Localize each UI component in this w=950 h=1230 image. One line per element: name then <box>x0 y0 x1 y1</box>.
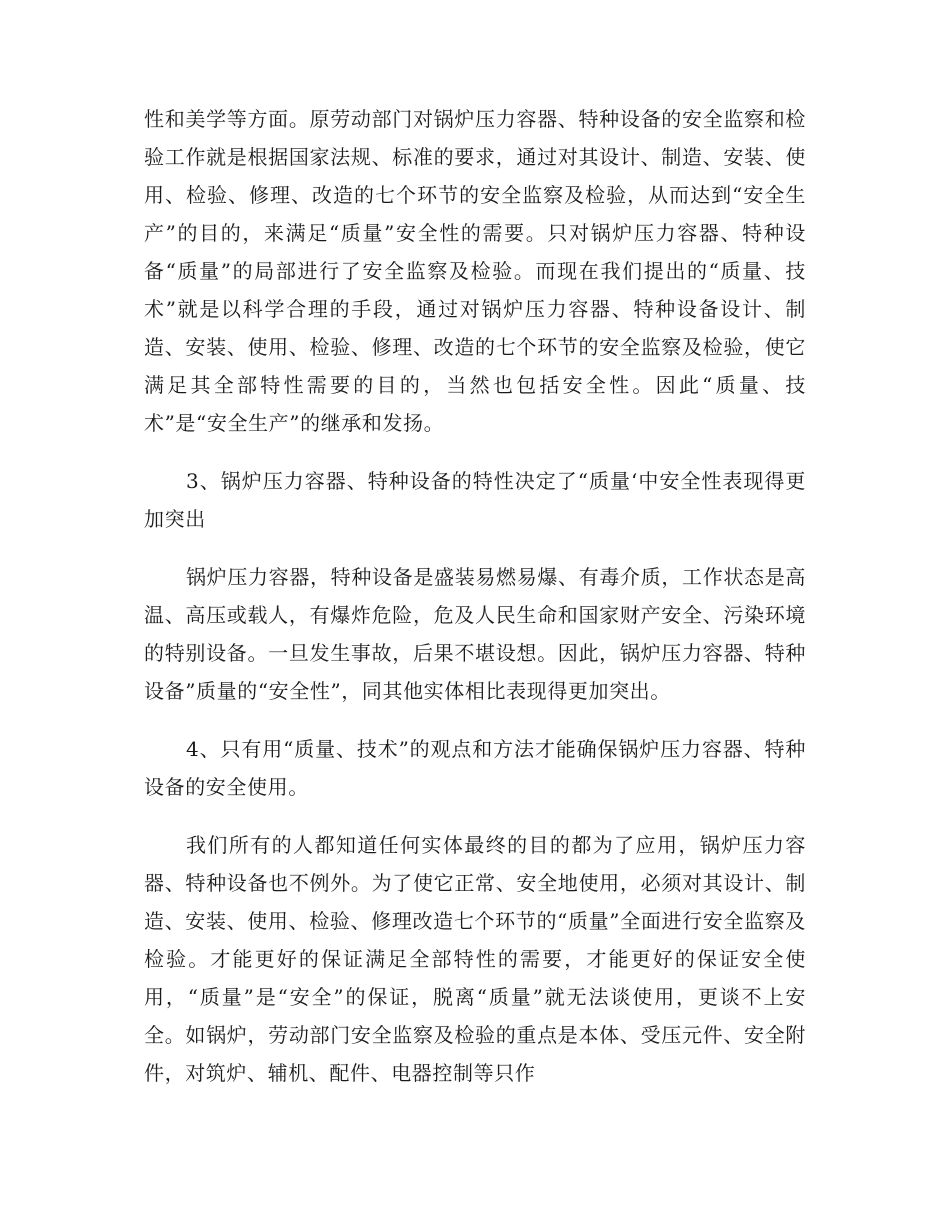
paragraph-4-heading: 4、只有用“质量、技术”的观点和方法才能确保锅炉压力容器、特种设备的安全使用。 <box>144 737 806 799</box>
paragraph-2-heading: 3、锅炉压力容器、特种设备的特性决定了“质量‘中安全性表现得更加突出 <box>144 469 806 531</box>
paragraph-3: 锅炉压力容器，特种设备是盛装易燃易爆、有毒介质，工作状态是高温、高压或载人，有爆炸危险，危及人民生命和国家财产安全、污染环境的特别设备。一旦发生事故，后果不堪设想。因此，锅炉压力容器、特种设备”质量的“安全性”，同其他实体相比表现得更加突出。 <box>144 565 806 703</box>
paragraph-5: 我们所有的人都知道任何实体最终的目的都为了应用，锅炉压力容器、特种设备也不例外。为了使它正常、安全地使用，必须对其设计、制造、安装、使用、检验、修理改造七个环节的“质量”全面进行安全监察及检验。才能更好的保证满足全部特性的需要，才能更好的保证安全使用，“质量”是“安全”的保证，脱离“质量”就无法谈使用，更谈不上安全。如锅炉，劳动部门安全监察及检验的重点是本体、受压元件、安全附件，对筑炉、辅机、配件、电器控制等只作 <box>144 833 806 1085</box>
document-page <box>144 100 806 1112</box>
paragraph-1: 性和美学等方面。原劳动部门对锅炉压力容器、特种设备的安全监察和检验工作就是根据国家法规、标准的要求，通过对其设计、制造、安装、使用、检验、修理、改造的七个环节的安全监察及检验，从而达到“安全生产”的目的，来满足“质量”安全性的需要。只对锅炉压力容器、特种设备“质量”的局部进行了安全监察及检验。而现在我们提出的“质量、技术”就是以科学合理的手段，通过对锅炉压力容器、特种设备设计、制造、安装、使用、检验、修理、改造的七个环节的安全监察及检验，使它满足其全部特性需要的目的，当然也包括安全性。因此“质量、技术”是“安全生产”的继承和发扬。 <box>144 107 806 435</box>
